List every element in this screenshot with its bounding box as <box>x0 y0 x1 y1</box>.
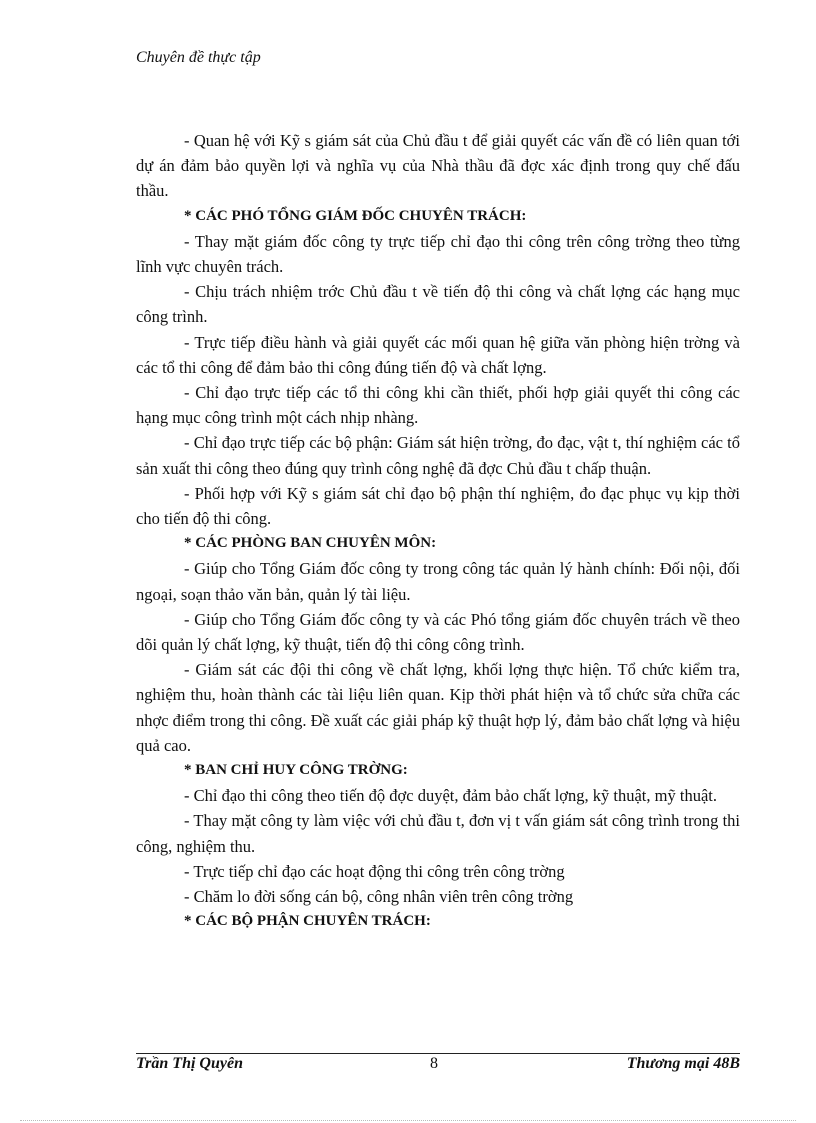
heading-departments: * CÁC PHÒNG BAN CHUYÊN MÔN: <box>184 535 437 552</box>
heading-site-command: * BAN CHỈ HUY CÔNG TRỜNG: <box>184 762 408 779</box>
paragraph: - Chịu trách nhiệm trớc Chủ đầu t về tiến độ thi công và chất lợng các hạng mục công trình. <box>136 282 740 327</box>
page-bottom-edge <box>20 1120 796 1121</box>
paragraph: - Chỉ đạo trực tiếp các bộ phận: Giám sát hiện trờng, đo đạc, vật t, thí nghiệm các tổ sản xuất thi công theo đúng quy trình công nghệ đã đợc Chủ đầu t chấp thuận. <box>136 433 740 478</box>
page-number: 8 <box>430 1055 438 1072</box>
paragraph: - Giúp cho Tổng Giám đốc công ty và các Phó tổng giám đốc chuyên trách về theo dõi quản lý chất lợng, kỹ thuật, tiến độ thi công công trình. <box>136 609 740 655</box>
paragraph: - Trực tiếp điều hành và giải quyết các mối quan hệ giữa văn phòng hiện trờng và các tổ thi công để đảm bảo thi công đúng tiến độ và chất lợng. <box>136 332 740 377</box>
paragraph: - Chăm lo đời sống cán bộ, công nhân viên trên công trờng <box>184 887 574 907</box>
paragraph: - Chỉ đạo trực tiếp các tổ thi công khi cần thiết, phối hợp giải quyết thi công các hạng mục công trình một cách nhịp nhàng. <box>136 383 740 428</box>
paragraph: - Trực tiếp chỉ đạo các hoạt động thi công trên công trờng <box>184 861 565 881</box>
paragraph: - Giúp cho Tổng Giám đốc công ty trong công tác quản lý hành chính: Đối nội, đối ngoại, soạn thảo văn bản, quản lý tài liệu. <box>136 559 740 604</box>
footer-author: Trần Thị Quyên <box>136 1055 243 1072</box>
heading-deputy-directors: * CÁC PHÓ TỔNG GIÁM ĐỐC CHUYÊN TRÁCH: <box>184 207 527 224</box>
paragraph-supervisor-relation: - Quan hệ với Kỹ s giám sát của Chủ đầu t để giải quyết các vấn đề có liên quan tới dự án đảm bảo quyền lợi và nghĩa vụ của Nhà thầu đã đợc xác định trong quy chế đấu thầu. <box>136 131 740 201</box>
paragraph: - Chỉ đạo thi công theo tiến độ đợc duyệt, đảm bảo chất lợng, kỹ thuật, mỹ thuật. <box>184 786 717 806</box>
paragraph: - Thay mặt công ty làm việc với chủ đầu t, đơn vị t vấn giám sát công trình trong thi công, nghiệm thu. <box>136 811 740 856</box>
paragraph: - Thay mặt giám đốc công ty trực tiếp chỉ đạo thi công trên công trờng theo từng lĩnh vực chuyên trách. <box>136 231 740 277</box>
paragraph: - Phối hợp với Kỹ s giám sát chỉ đạo bộ phận thí nghiệm, đo đạc phục vụ kịp thời cho tiến độ thi công. <box>136 483 740 529</box>
footer-divider <box>136 1053 740 1054</box>
page-footer <box>136 1055 740 1077</box>
document-body <box>136 128 740 935</box>
paragraph: - Giám sát các đội thi công về chất lợng, khối lợng thực hiện. Tổ chức kiểm tra, nghiệm thu, hoàn thành các tài liệu liên quan. Kịp thời phát hiện và tổ chức sửa chữa các nhợc điểm trong thi công. Đề xuất các giải pháp kỹ thuật hợp lý, đảm bảo chất lợng và hiệu quả cao. <box>136 660 740 755</box>
footer-class: Thương mại 48B <box>626 1055 740 1072</box>
page-header-title: Chuyên đề thực tập <box>136 49 261 66</box>
heading-specialized-units: * CÁC BỘ PHẬN CHUYÊN TRÁCH: <box>184 913 431 930</box>
